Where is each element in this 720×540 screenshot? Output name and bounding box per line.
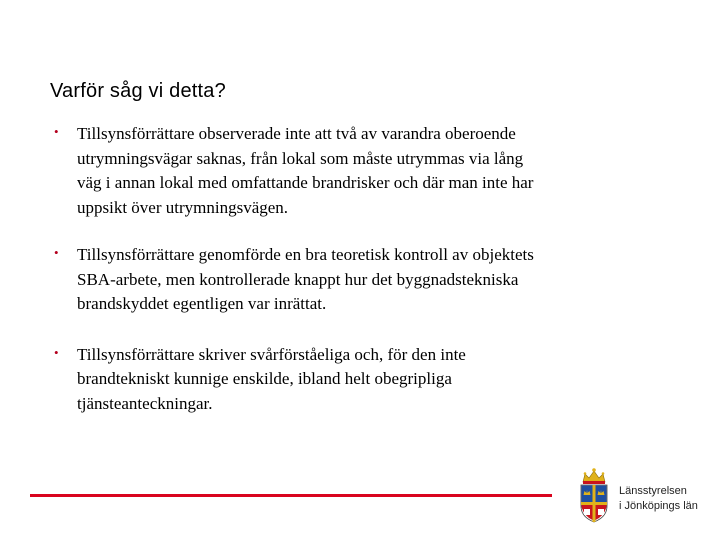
bullet-list <box>50 122 550 439</box>
bullet-item <box>50 343 550 417</box>
bullet-dot-icon: • <box>54 344 59 360</box>
logo-line-2: i Jönköpings län <box>619 500 698 512</box>
bullet-dot-icon: • <box>54 124 59 139</box>
logo-text <box>619 484 698 514</box>
bullet-dot-icon: • <box>54 245 59 260</box>
county-board-logo <box>574 466 714 526</box>
bullet-item <box>50 122 550 220</box>
bullet-text: Tillsynsförrättare observerade inte att två av varandra oberoende utrymningsvägar saknas, från lokal som måste utrymmas via lång väg i annan lokal med omfattande brandrisker och där man inte har uppsikt över utrymningsvägen. <box>77 124 534 217</box>
county-coat-of-arms-icon <box>574 466 614 526</box>
bullet-text: Tillsynsförrättare genomförde en bra teoretisk kontroll av objektets SBA-arbete, men kontrollerade knappt hur det byggnadstekniska brandskyddet egentligen var inrättat. <box>77 245 534 313</box>
footer-divider <box>30 494 552 497</box>
logo-line-1: Länsstyrelsen <box>619 485 687 497</box>
slide-title: Varför såg vi detta? <box>50 80 226 102</box>
bullet-item <box>50 243 550 317</box>
bullet-text: Tillsynsförrättare skriver svårförståeliga och, för den inte brandtekniskt kunnige enskilde, ibland helt obegripliga tjänsteanteckningar. <box>77 344 466 413</box>
